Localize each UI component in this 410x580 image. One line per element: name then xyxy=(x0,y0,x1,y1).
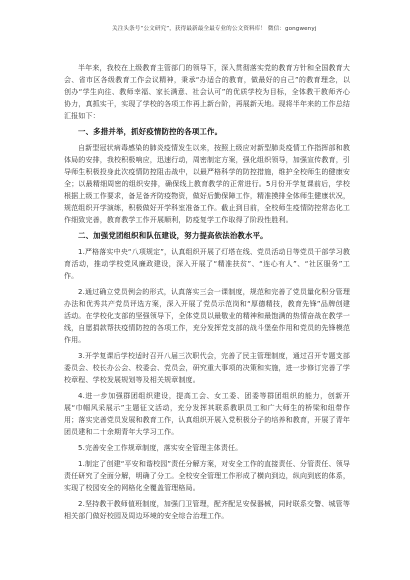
section-2-item-5: 5.完善安全工作规章制度，落实安全管理主体责任。 xyxy=(78,444,243,452)
intro-paragraph: 半年来，我校在上级教育主管部门的领导下，深入贯彻落实党的教育方针和全国教育大会、省市区各级教育工作会议精神，秉承“办适合的教育，做最好的自己”的教育理念，以创办“学生向往、教师幸福、家长满意、社会认可”的优质学校为目标，全体教干教师齐心协力，真抓实干，实现了学校的各项工作再上新台阶，再展新天地。现将半年来的工作总结汇报如下： xyxy=(64,64,350,120)
section-2-item-4: 4.进一步加强群团组织建设，提高工会、女工委、团委等群团组织的能力，创新开展“巾帼风采展示”主题征文活动，充分发挥其联系教职员工和广大师生的桥梁和纽带作用；落实完善党员发展和教育工作，认真组织开展入党积极分子的培养和教育，开展了青年团员建和二十余期青年大学习工作。 xyxy=(64,392,350,436)
document-body xyxy=(64,62,350,526)
section-1-paragraph: 自新型冠状病毒感染的肺炎疫情发生以来，按照上级应对新型肺炎疫情工作指挥部和教体局的安排，我校积极响应，迅速行动，周密制定方案，强化组织领导，加强宣传教育，引导师生积极投身此次疫情防控阻击战中，以最严格科学的防控措施，维护全校师生的健康安全；以最精细周密的组织安排，确保线上教育教学的正常进行。5月份开学复课前后，学校根据上级工作要求，备足备齐防疫物资，做好后勤保障工作，精准摸排全体师生健康状况，规范组织开学演练，积极做好开学科室准备工作。截止到目前，全校师生疫情防控常态化工作细致完善，教育教学工作开展顺利，防疫复学工作取得了阶段性胜利。 xyxy=(64,144,350,224)
section-2-item-3: 3.开学复课后学校适时召开八届三次职代会，完善了民主管理制度，通过召开专题支部委员会、校长办公会、校委会、党员会，研究重大事项的决策和实施，进一步修订完善了学校章程、学校发展规划等及相关规章制度。 xyxy=(64,352,350,384)
header-banner: 关注头条号“公文研究”，获得最新最全最专业的公文资料库！ 微信：gongwenyj xyxy=(112,26,317,32)
section-1-heading: 一、多措并举，抓好疫情防控的各项工作。 xyxy=(78,127,223,136)
section-2-sub-item-1: 1.制定了创建“平安和谐校园”责任分解方案，对安全工作的直接责任、分管责任、领导责任研究了全面分解，明确了分工。全校安全管理工作形成了横向到边，纵向到底的体系，实现了校园安全的网格化全覆盖管理格局。 xyxy=(64,460,350,492)
section-2-item-2: 2.通过确立党员例会的形式，认真落实三会一课制度，规范和完善了党员量化积分管理办法和优秀共产党员评选方案，深入开展了党员示范岗和“厚德精技，教育先锋”品牌创建活动。在学校化支部的坚强领导下，全体党员以最敬业的精神和最饱满的热情奋战在教学一线，自愿捐款帮扶疫情防控的各项工作，充分发挥党支部的战斗堡垒作用和党员的先锋模范作用。 xyxy=(64,288,350,344)
section-2-item-1: 1.严格落实中央“八项规定”，认真组织开展了灯塔在线、党员活动日等党员干部学习教育活动，推动学校党风廉政建设，深入开展了“精准扶贫”、“连心有人”、“社区服务”工作。 xyxy=(64,248,350,280)
section-2-sub-item-2: 2.坚持教干教师值班制度，加强门卫管理，配齐配足安保器械，同时联系交警、城管等相关部门做好校园及周边环境的安全综合治理工作。 xyxy=(64,500,350,520)
section-2-heading: 二、加强党团组织和队伍建设，努力提高依法治教水平。 xyxy=(78,231,268,240)
